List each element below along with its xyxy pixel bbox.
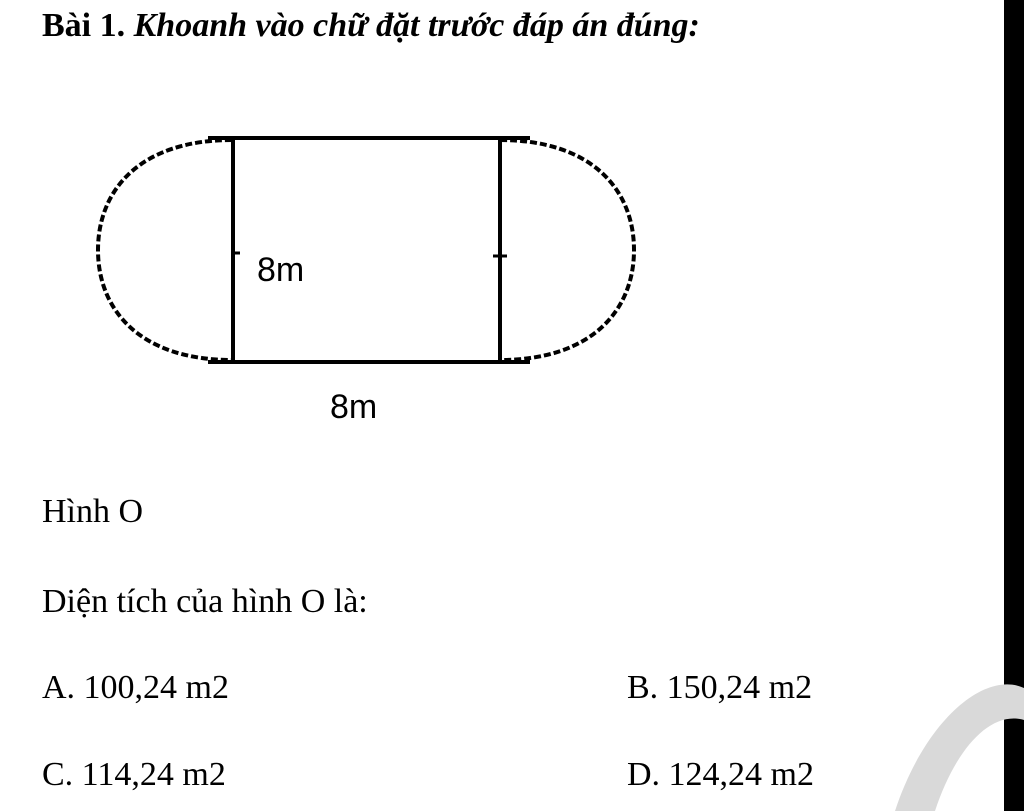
shape-name: Hình O bbox=[42, 493, 144, 530]
option-a[interactable]: A. 100,24 m2 bbox=[42, 669, 229, 706]
question-text: Diện tích của hình O là: bbox=[42, 583, 368, 620]
exercise-number: Bài 1. bbox=[42, 7, 126, 44]
shape-o-figure bbox=[0, 0, 700, 460]
option-b[interactable]: B. 150,24 m2 bbox=[627, 669, 813, 706]
watermark-graphic bbox=[835, 650, 1024, 811]
option-c[interactable]: C. 114,24 m2 bbox=[42, 756, 226, 793]
exercise-instruction: Khoanh vào chữ đặt trước đáp án đúng: bbox=[133, 7, 700, 44]
option-d[interactable]: D. 124,24 m2 bbox=[627, 756, 814, 793]
width-label: 8m bbox=[330, 388, 378, 426]
right-semicircle bbox=[500, 140, 634, 360]
left-semicircle bbox=[98, 140, 232, 360]
height-label: 8m bbox=[257, 251, 305, 289]
